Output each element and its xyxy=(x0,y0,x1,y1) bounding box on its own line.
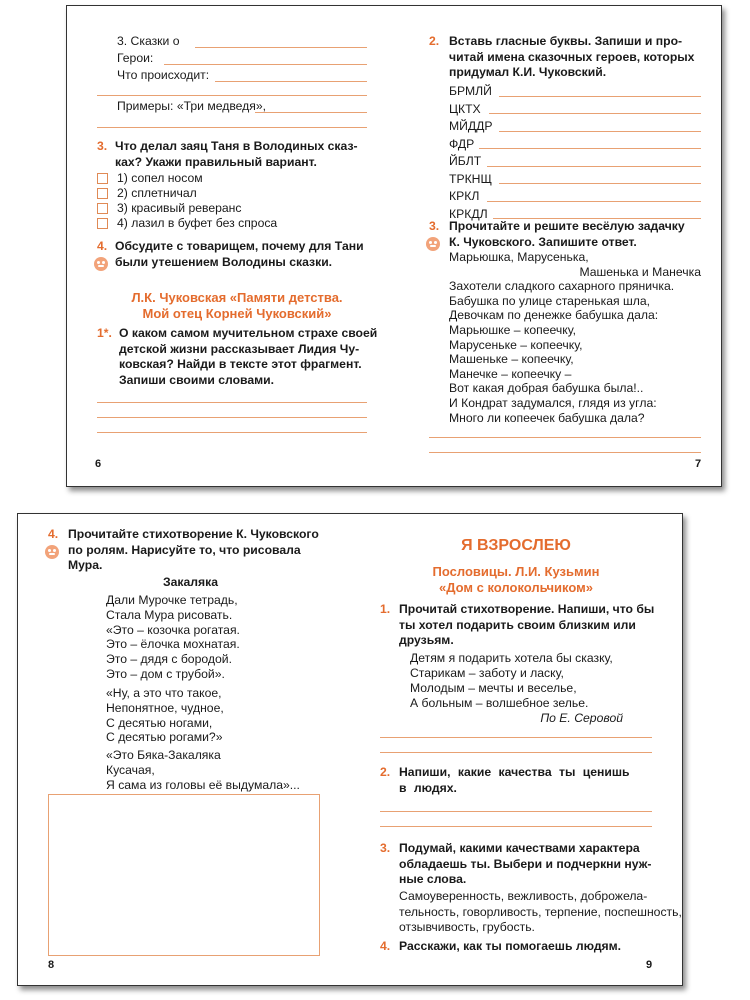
option-label: 3) красивый реверанс xyxy=(117,201,242,215)
answer-line[interactable] xyxy=(487,166,701,167)
task-number: 1. xyxy=(380,602,391,616)
option-label: 4) лазил в буфет без спроса xyxy=(117,216,278,230)
answer-line[interactable] xyxy=(97,417,367,418)
answer-line[interactable] xyxy=(499,96,701,97)
option-checkbox[interactable] xyxy=(97,218,108,229)
what-happens-label: Что происходит: xyxy=(117,68,210,82)
option-checkbox[interactable] xyxy=(97,188,108,199)
option-label: 2) сплетничал xyxy=(117,186,197,200)
hero-names-list: БРМЛЙ ЦКТХ МЙДДР ФДР ЙБЛТ ТРКНЩ КРКЛ КРКДЛ xyxy=(449,84,493,221)
answer-line[interactable] xyxy=(380,811,652,812)
task-text: Что делал заяц Таня в Володиных сказ- ках? Укажи правильный вариант. xyxy=(115,139,358,169)
task-text: О каком самом мучительном страхе своей детской жизни рассказывает Лидия Чу- ковская? Найди в тексте этот фрагмент. Запиши своими словами. xyxy=(119,326,378,387)
option-checkbox[interactable] xyxy=(97,203,108,214)
option-checkbox[interactable] xyxy=(97,173,108,184)
answer-line[interactable] xyxy=(164,64,367,65)
answer-line[interactable] xyxy=(380,826,652,827)
poem-title: Закаляка xyxy=(162,575,219,589)
page-spread-6-7 xyxy=(66,5,722,487)
answer-line[interactable] xyxy=(429,452,701,453)
task-number: 2. xyxy=(380,765,391,779)
poem-stanza: Дали Мурочке тетрадь, Стала Мура рисовать. «Это – козочка рогатая. Это – ёлочка мохнатая. Это – дядя с бородой. Это – дом с трубой». xyxy=(106,593,240,681)
drawing-area[interactable] xyxy=(48,794,320,956)
page-spread-8-9 xyxy=(17,513,683,986)
answer-line[interactable] xyxy=(255,112,367,113)
answer-line[interactable] xyxy=(97,95,367,96)
task-number: 3. xyxy=(380,841,391,855)
task-text: Подумай, какими качествами характера обладаешь ты. Выбери и подчеркни нуж- ные слова. xyxy=(399,841,652,887)
section-title: Я ВЗРОСЛЕЮ xyxy=(461,537,571,554)
task-text: Расскажи, как ты помогаешь людям. xyxy=(399,939,622,953)
poem-text: Марьюшка, Марусенька, Машенька и Манечка Захотели сладкого сахарного пряничка. Бабушка по улице старенькая шла, Девочкам по денежке бабушка дала: Марьюшке – копеечку, Марусеньке – копеечку, Машеньке – копеечку, Манечке – копеечку – Вот какая добрая бабушка была!.. И Кондрат задумался, глядя из угла: Много ли копеечек бабушка дала? xyxy=(449,250,701,425)
heroes-label: Герои: xyxy=(117,51,154,65)
page-number: 6 xyxy=(95,458,102,470)
poem-text: Детям я подарить хотела бы сказку, Старикам – заботу и ласку, Молодым – мечты и веселье, А больным – волшебное зелье. xyxy=(410,651,613,710)
poem-author: По Е. Серовой xyxy=(540,711,623,725)
pair-work-icon xyxy=(426,237,440,251)
answer-line[interactable] xyxy=(97,402,367,403)
answer-line[interactable] xyxy=(195,47,367,48)
task-number: 4. xyxy=(48,527,59,541)
answer-line[interactable] xyxy=(487,201,701,202)
answer-line[interactable] xyxy=(215,81,367,82)
answer-line[interactable] xyxy=(97,127,367,128)
qualities-list: Самоуверенность, вежливость, доброжела- тельность, говорливость, терпение, поспешность, отзывчивость, грубость. xyxy=(399,889,682,935)
task-text: Прочитай стихотворение. Напиши, что бы ты хотел подарить своим близким или друзьям. xyxy=(399,602,655,648)
page-number: 8 xyxy=(48,959,55,971)
page-number: 7 xyxy=(695,458,702,470)
task-number: 3. xyxy=(97,139,108,153)
task-number: 1*. xyxy=(97,326,112,340)
answer-line[interactable] xyxy=(499,183,701,184)
section-heading: Л.К. Чуковская «Памяти детства. Мой отец Корней Чуковский» xyxy=(131,290,343,321)
option-label: 1) сопел носом xyxy=(117,171,203,185)
task-text: Прочитайте и решите весёлую задачку К. Чуковского. Запишите ответ. xyxy=(449,219,685,249)
answer-line[interactable] xyxy=(380,752,652,753)
task-number: 4. xyxy=(97,239,108,253)
task-number: 2. xyxy=(429,34,440,48)
task-text: Обсудите с товарищем, почему для Тани были утешением Володины сказки. xyxy=(115,239,364,269)
fairy-tales-about-label: 3. Сказки о xyxy=(117,34,180,48)
answer-line[interactable] xyxy=(429,437,701,438)
pair-work-icon xyxy=(45,545,59,559)
poem-stanza: «Это Бяка-Закаляка Кусачая, Я сама из головы её выдумала»... xyxy=(106,748,300,792)
pair-work-icon xyxy=(94,257,108,271)
answer-line[interactable] xyxy=(97,432,367,433)
task-text: Прочитайте стихотворение К. Чуковского по ролям. Нарисуйте то, что рисовала Мура. xyxy=(68,527,319,573)
examples-label: Примеры: «Три медведя», xyxy=(117,99,267,113)
task-text: Вставь гласные буквы. Запиши и про- читай имена сказочных героев, которых придумал К.И. Чуковский. xyxy=(449,34,695,80)
section-heading: Пословицы. Л.И. Кузьмин «Дом с колокольчиком» xyxy=(432,564,600,595)
answer-line[interactable] xyxy=(489,113,701,114)
task-number: 3. xyxy=(429,219,440,233)
poem-stanza: «Ну, а это что такое, Непонятное, чудное, С десятью ногами, С десятью рогами?» xyxy=(106,686,224,745)
task-number: 4. xyxy=(380,939,391,953)
page-number: 9 xyxy=(646,959,653,971)
task-text: Напиши, какие качества ты ценишь в людях. xyxy=(399,765,630,795)
answer-line[interactable] xyxy=(380,737,652,738)
answer-line[interactable] xyxy=(479,148,701,149)
answer-line[interactable] xyxy=(499,131,701,132)
